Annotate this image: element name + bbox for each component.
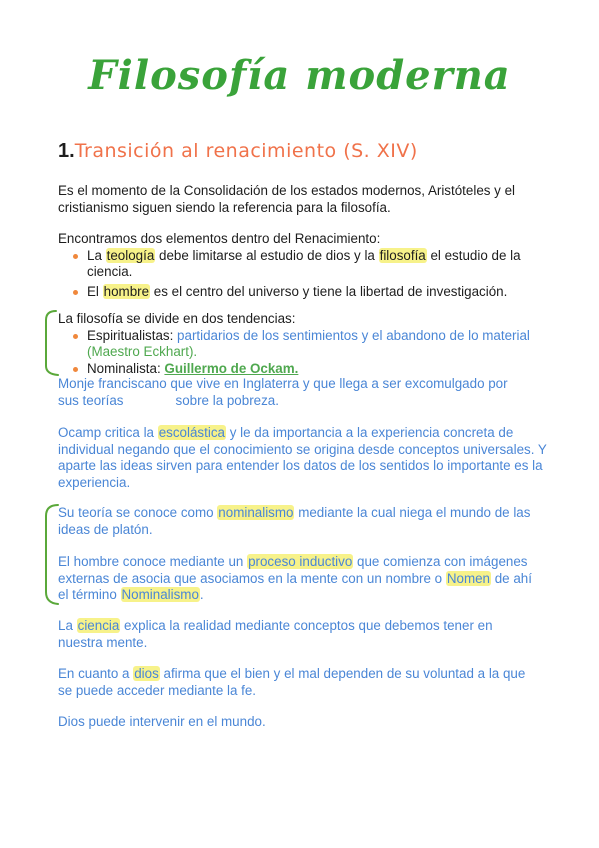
highlight-dios: dios [134, 666, 159, 681]
highlight-nominalismo: nominalismo [218, 505, 294, 520]
elements-heading: Encontramos dos elementos dentro del Renacimiento: [58, 231, 381, 246]
section-heading [58, 140, 418, 163]
highlight-hombre: hombre [103, 283, 150, 299]
section-number: 1. [58, 140, 75, 162]
tendencies-block [58, 311, 538, 377]
list-item: El hombre es el centro del universo y tiene la libertad de investigación. [58, 284, 548, 301]
highlight-nomen: Nomen [446, 570, 490, 586]
highlight-proceso-inductivo: proceso inductivo [248, 554, 353, 569]
monje-paragraph: Monje franciscano que vive en Inglaterra y que llega a ser excomulgado por sus teorías sobre la pobreza. [58, 376, 508, 408]
label-nominalista: Nominalista: [87, 360, 161, 376]
tendencies-heading: La filosofía se divide en dos tendencias: [58, 311, 296, 326]
tendencies-list [58, 328, 538, 378]
list-item: La teología debe limitarse al estudio de dios y la filosofía el estudio de la ciencia. [58, 248, 548, 281]
ockam-name: Guillermo de Ockam. [164, 360, 299, 376]
list-item: Espiritualistas: partidarios de los sentimientos y el abandono de lo material (Maestro Eckhart). [58, 328, 538, 361]
ciencia-paragraph: La ciencia explica la realidad mediante conceptos que debemos tener en nuestra mente. [58, 618, 493, 650]
bullet-icon [73, 367, 78, 372]
final-paragraph: Dios puede intervenir en el mundo. [58, 714, 266, 729]
highlight-filosofia: filosofía [379, 247, 426, 263]
bullet-icon [73, 254, 78, 259]
highlight-ciencia: ciencia [77, 618, 120, 633]
label-espiritualistas: Espiritualistas: [87, 327, 174, 343]
bullet-icon [73, 290, 78, 295]
highlight-teologia: teología [106, 247, 155, 263]
page-title: Filosofía moderna [88, 52, 511, 99]
highlight-nominalismo-term: Nominalismo [121, 587, 199, 602]
highlight-escolastica: escolástica [158, 425, 225, 440]
teoria-paragraph: Su teoría se conoce como nominalismo mediante la cual niega el mundo de las ideas de platón. [58, 505, 531, 537]
bullet-icon [73, 334, 78, 339]
dios-paragraph: En cuanto a dios afirma que el bien y el mal dependen de su voluntad a la que se puede acceder mediante la fe. [58, 666, 526, 698]
list-item [58, 361, 538, 378]
ocamp-paragraph: Ocamp critica la escolástica y le da importancia a la experiencia concreta de individual negando que el conocimiento se origina desde conceptos universales. Y aparte las ideas sirven para entender los datos de los sentidos lo importante es la experiencia. [58, 425, 547, 490]
elements-block [58, 231, 548, 300]
hombre-paragraph: El hombre conoce mediante un proceso inductivo que comienza con imágenes externas de asocia que asociamos en la mente con un nombre o Nomen de ahí el término Nominalismo. [58, 554, 532, 602]
elements-list [58, 248, 548, 301]
intro-paragraph: Es el momento de la Consolidación de los estados modernos, Aristóteles y el cristianismo siguen siendo la referencia para la filosofía. [58, 183, 516, 215]
section-title: Transición al renacimiento (S. XIV) [74, 140, 418, 162]
